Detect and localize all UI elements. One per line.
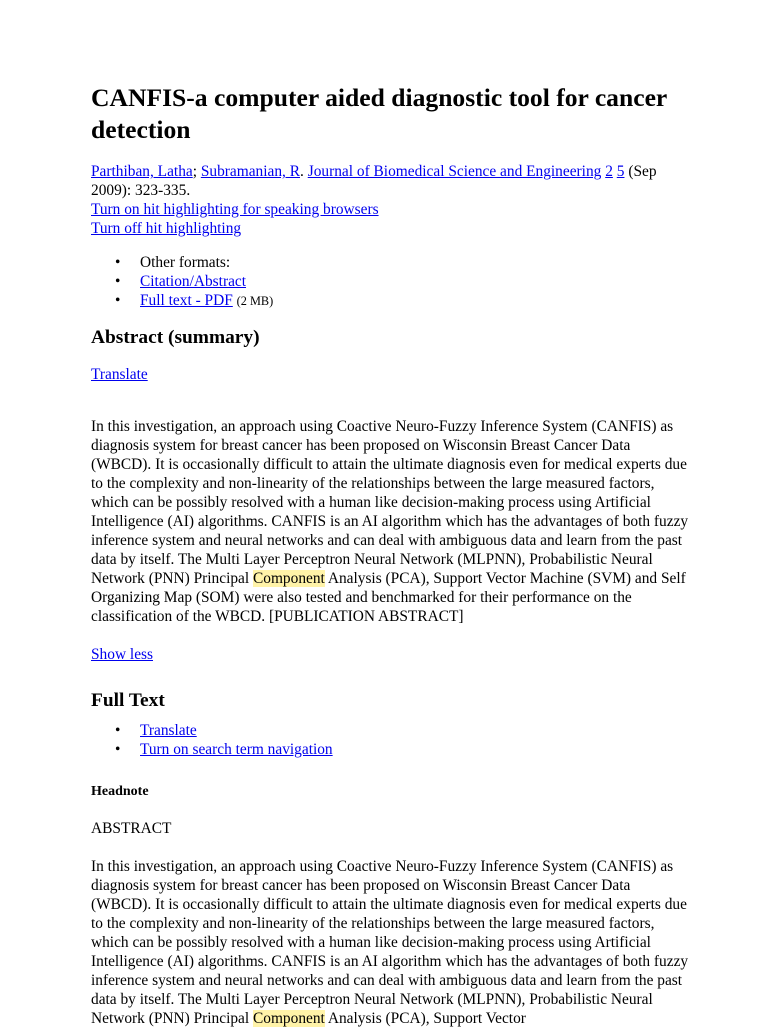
turn-on-hit-highlighting-link[interactable]: Turn on hit highlighting for speaking browsers <box>91 201 379 218</box>
full-text-pdf-link[interactable]: Full text - PDF <box>140 292 233 309</box>
citation-abstract-link[interactable]: Citation/Abstract <box>140 273 247 290</box>
list-item <box>115 740 691 759</box>
author-link-2[interactable]: Subramanian, R <box>200 163 301 180</box>
bullet-icon: • <box>115 254 121 271</box>
author-end: . <box>300 163 308 180</box>
search-term-highlight: Component <box>253 570 325 587</box>
article-title: CANFIS-a computer aided diagnostic tool for cancer detection <box>91 83 667 144</box>
issue-link[interactable]: 5 <box>616 163 625 180</box>
search-term-highlight: Component <box>253 1010 325 1027</box>
bullet-icon: • <box>115 741 121 758</box>
citation <box>91 162 691 200</box>
bullet-icon: • <box>115 273 121 290</box>
pdf-size: (2 MB) <box>236 294 274 308</box>
author-link-1[interactable]: Parthiban, Latha <box>91 163 193 180</box>
list-item <box>115 291 691 311</box>
citation-tail: (Sep 2009): 323-335. <box>91 163 657 199</box>
abstract-paragraph: In this investigation, an approach using Coactive Neuro-Fuzzy Inference System (CANFIS) as diagnosis system for breast cancer has been proposed on Wisconsin Breast Cancer Data (WBCD). It is occasionally difficult to attain the ultimate diagnosis even for medical experts due to the complexity and non-linearity of the relationships between the large measured factors, which can be possibly resolved with a human like decision-making process using Artificial Intelligence (AI) algorithms. CANFIS is an AI algorithm which has the advantages of both fuzzy inference system and neural networks and can deal with ambiguous data and learn from the past data by itself. The Multi Layer Perceptron Neural Network (MLPNN), Probabilistic Neural Network (PNN) Principal Component Analysis (PCA), Support Vector Machine (SVM) and Self Organizing Map (SOM) were also tested and benchmarked for their performance on the classification of the WBCD. [PUBLICATION ABSTRACT] <box>91 418 689 625</box>
turn-off-hit-highlighting-link[interactable]: Turn off hit highlighting <box>91 220 242 237</box>
show-less-link[interactable]: Show less <box>91 646 153 663</box>
other-formats-list <box>91 253 691 311</box>
journal-link[interactable]: Journal of Biomedical Science and Engineering <box>307 163 602 180</box>
bullet-icon: • <box>115 292 121 309</box>
full-text-paragraph: In this investigation, an approach using Coactive Neuro-Fuzzy Inference System (CANFIS) as diagnosis system for breast cancer has been proposed on Wisconsin Breast Cancer Data (WBCD). It is occasionally difficult to attain the ultimate diagnosis even for medical experts due to the complexity and non-linearity of the relationships between the large measured factors, which can be possibly resolved with a human like decision-making process using Artificial Intelligence (AI) algorithms. CANFIS is an AI algorithm which has the advantages of both fuzzy inference system and neural networks and can deal with ambiguous data and learn from the past data by itself. The Multi Layer Perceptron Neural Network (MLPNN), Probabilistic Neural Network (PNN) Principal Component Analysis (PCA), Support Vector <box>91 858 689 1027</box>
abstract-label: ABSTRACT <box>91 820 172 837</box>
abstract-heading: Abstract (summary) <box>91 327 260 348</box>
full-text-translate-link[interactable]: Translate <box>140 722 197 739</box>
other-formats-label: Other formats: <box>140 254 231 271</box>
list-item <box>115 721 691 740</box>
bullet-icon: • <box>115 722 121 739</box>
author-separator: ; <box>192 163 201 180</box>
volume-link[interactable]: 2 <box>605 163 613 180</box>
full-text-options-list <box>91 721 691 759</box>
list-item <box>115 253 691 272</box>
list-item <box>115 272 691 291</box>
search-term-navigation-link[interactable]: Turn on search term navigation <box>140 741 333 758</box>
abstract-translate-link[interactable]: Translate <box>91 366 148 383</box>
full-text-heading: Full Text <box>91 690 165 711</box>
highlight-links <box>91 200 691 238</box>
headnote-heading: Headnote <box>91 784 149 799</box>
